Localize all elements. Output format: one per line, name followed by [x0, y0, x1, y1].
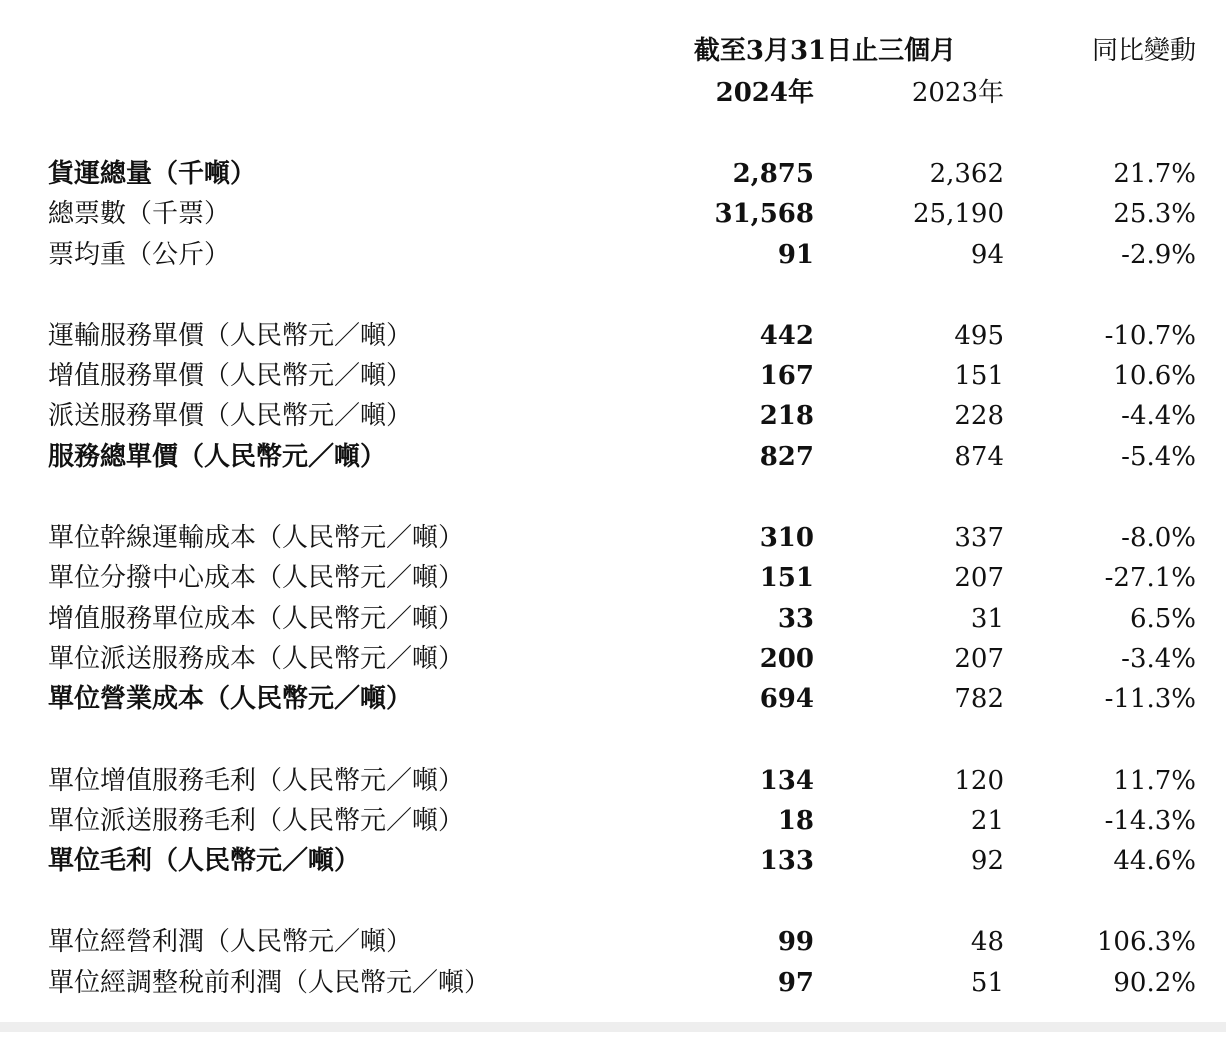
table-header	[0, 0, 1226, 120]
value-2024: 91	[777, 239, 814, 270]
row-group	[0, 761, 1226, 882]
yoy-change: -3.4%	[1121, 643, 1196, 674]
row-group	[0, 316, 1226, 477]
yoy-change: -14.3%	[1104, 805, 1196, 836]
row-label: 服務總單價（人民幣元／噸）	[48, 441, 387, 472]
row-label: 單位增值服務毛利（人民幣元／噸）	[48, 765, 465, 796]
yoy-change: 10.6%	[1113, 361, 1196, 392]
value-2024: 133	[759, 846, 814, 877]
table-row	[0, 154, 1226, 194]
row-label: 單位經營利潤（人民幣元／噸）	[48, 927, 413, 958]
value-2024: 200	[759, 643, 814, 674]
value-2023: 495	[954, 320, 1004, 351]
row-group	[0, 922, 1226, 1003]
value-2024: 2,875	[732, 159, 814, 189]
yoy-change: 106.3%	[1096, 927, 1196, 958]
yoy-change: -27.1%	[1104, 563, 1196, 594]
value-2024: 134	[759, 765, 814, 796]
bottom-divider	[0, 1022, 1226, 1032]
yoy-change: 21.7%	[1113, 159, 1196, 189]
row-label: 單位毛利（人民幣元／噸）	[48, 846, 361, 877]
value-2024: 310	[759, 523, 814, 554]
year-prior-header: 2023年	[911, 78, 1004, 108]
value-2023: 120	[954, 765, 1004, 796]
metrics-table	[0, 154, 1226, 1044]
value-2023: 48	[970, 927, 1004, 958]
year-current-header: 2024年	[715, 78, 814, 108]
value-2024: 694	[759, 684, 814, 715]
value-2024: 167	[759, 361, 814, 392]
yoy-change: 6.5%	[1129, 603, 1196, 634]
yoy-change: 11.7%	[1113, 765, 1196, 796]
change-header: 同比變動	[1091, 36, 1196, 66]
table-row	[0, 841, 1226, 881]
table-row	[0, 518, 1226, 558]
yoy-change: 25.3%	[1113, 199, 1196, 230]
row-label: 單位派送服務毛利（人民幣元／噸）	[48, 805, 465, 836]
row-label: 增值服務單位成本（人民幣元／噸）	[48, 603, 465, 634]
table-row	[0, 316, 1226, 356]
row-label: 運輸服務單價（人民幣元／噸）	[48, 320, 413, 351]
yoy-change: -8.0%	[1121, 523, 1196, 554]
value-2023: 207	[954, 643, 1004, 674]
table-row	[0, 639, 1226, 679]
row-label: 單位幹線運輸成本（人民幣元／噸）	[48, 523, 465, 554]
value-2023: 94	[970, 239, 1004, 270]
table-row	[0, 437, 1226, 477]
period-header: 截至3月31日止三個月	[693, 36, 957, 66]
row-label: 單位分撥中心成本（人民幣元／噸）	[48, 563, 465, 594]
table-row	[0, 396, 1226, 436]
value-2023: 92	[970, 846, 1004, 877]
table-row	[0, 235, 1226, 275]
value-2023: 874	[954, 441, 1004, 472]
table-row	[0, 963, 1226, 1003]
yoy-change: -10.7%	[1104, 320, 1196, 351]
table-row	[0, 761, 1226, 801]
row-label: 總票數（千票）	[48, 199, 231, 230]
value-2024: 33	[777, 603, 814, 634]
row-label: 單位派送服務成本（人民幣元／噸）	[48, 643, 465, 674]
row-label: 貨運總量（千噸）	[48, 159, 257, 189]
value-2023: 782	[954, 684, 1004, 715]
yoy-change: -11.3%	[1104, 684, 1196, 715]
row-label: 派送服務單價（人民幣元／噸）	[48, 401, 413, 432]
row-group	[0, 154, 1226, 275]
yoy-change: 44.6%	[1113, 846, 1196, 877]
value-2023: 207	[954, 563, 1004, 594]
row-label: 票均重（公斤）	[48, 239, 231, 270]
table-row	[0, 356, 1226, 396]
table-row	[0, 922, 1226, 962]
value-2023: 21	[970, 805, 1004, 836]
value-2024: 442	[759, 320, 814, 351]
table-row	[0, 558, 1226, 598]
value-2024: 31,568	[714, 199, 814, 230]
value-2023: 2,362	[929, 159, 1004, 189]
value-2024: 99	[777, 927, 814, 958]
value-2024: 218	[759, 401, 814, 432]
table-row	[0, 801, 1226, 841]
row-group	[0, 518, 1226, 719]
value-2023: 228	[954, 401, 1004, 432]
value-2023: 151	[954, 361, 1004, 392]
value-2024: 18	[777, 805, 814, 836]
value-2024: 151	[759, 563, 814, 594]
yoy-change: -5.4%	[1121, 441, 1196, 472]
yoy-change: -4.4%	[1121, 401, 1196, 432]
table-row	[0, 599, 1226, 639]
value-2024: 827	[759, 441, 814, 472]
yoy-change: -2.9%	[1121, 239, 1196, 270]
table-row	[0, 194, 1226, 234]
row-label: 增值服務單價（人民幣元／噸）	[48, 361, 413, 392]
value-2023: 31	[970, 603, 1004, 634]
value-2023: 337	[954, 523, 1004, 554]
table-row	[0, 679, 1226, 719]
row-label: 單位營業成本（人民幣元／噸）	[48, 684, 413, 715]
row-label: 單位經調整稅前利潤（人民幣元／噸）	[48, 967, 491, 998]
value-2023: 25,190	[913, 199, 1004, 230]
value-2023: 51	[970, 967, 1004, 998]
value-2024: 97	[777, 967, 814, 998]
yoy-change: 90.2%	[1113, 967, 1196, 998]
